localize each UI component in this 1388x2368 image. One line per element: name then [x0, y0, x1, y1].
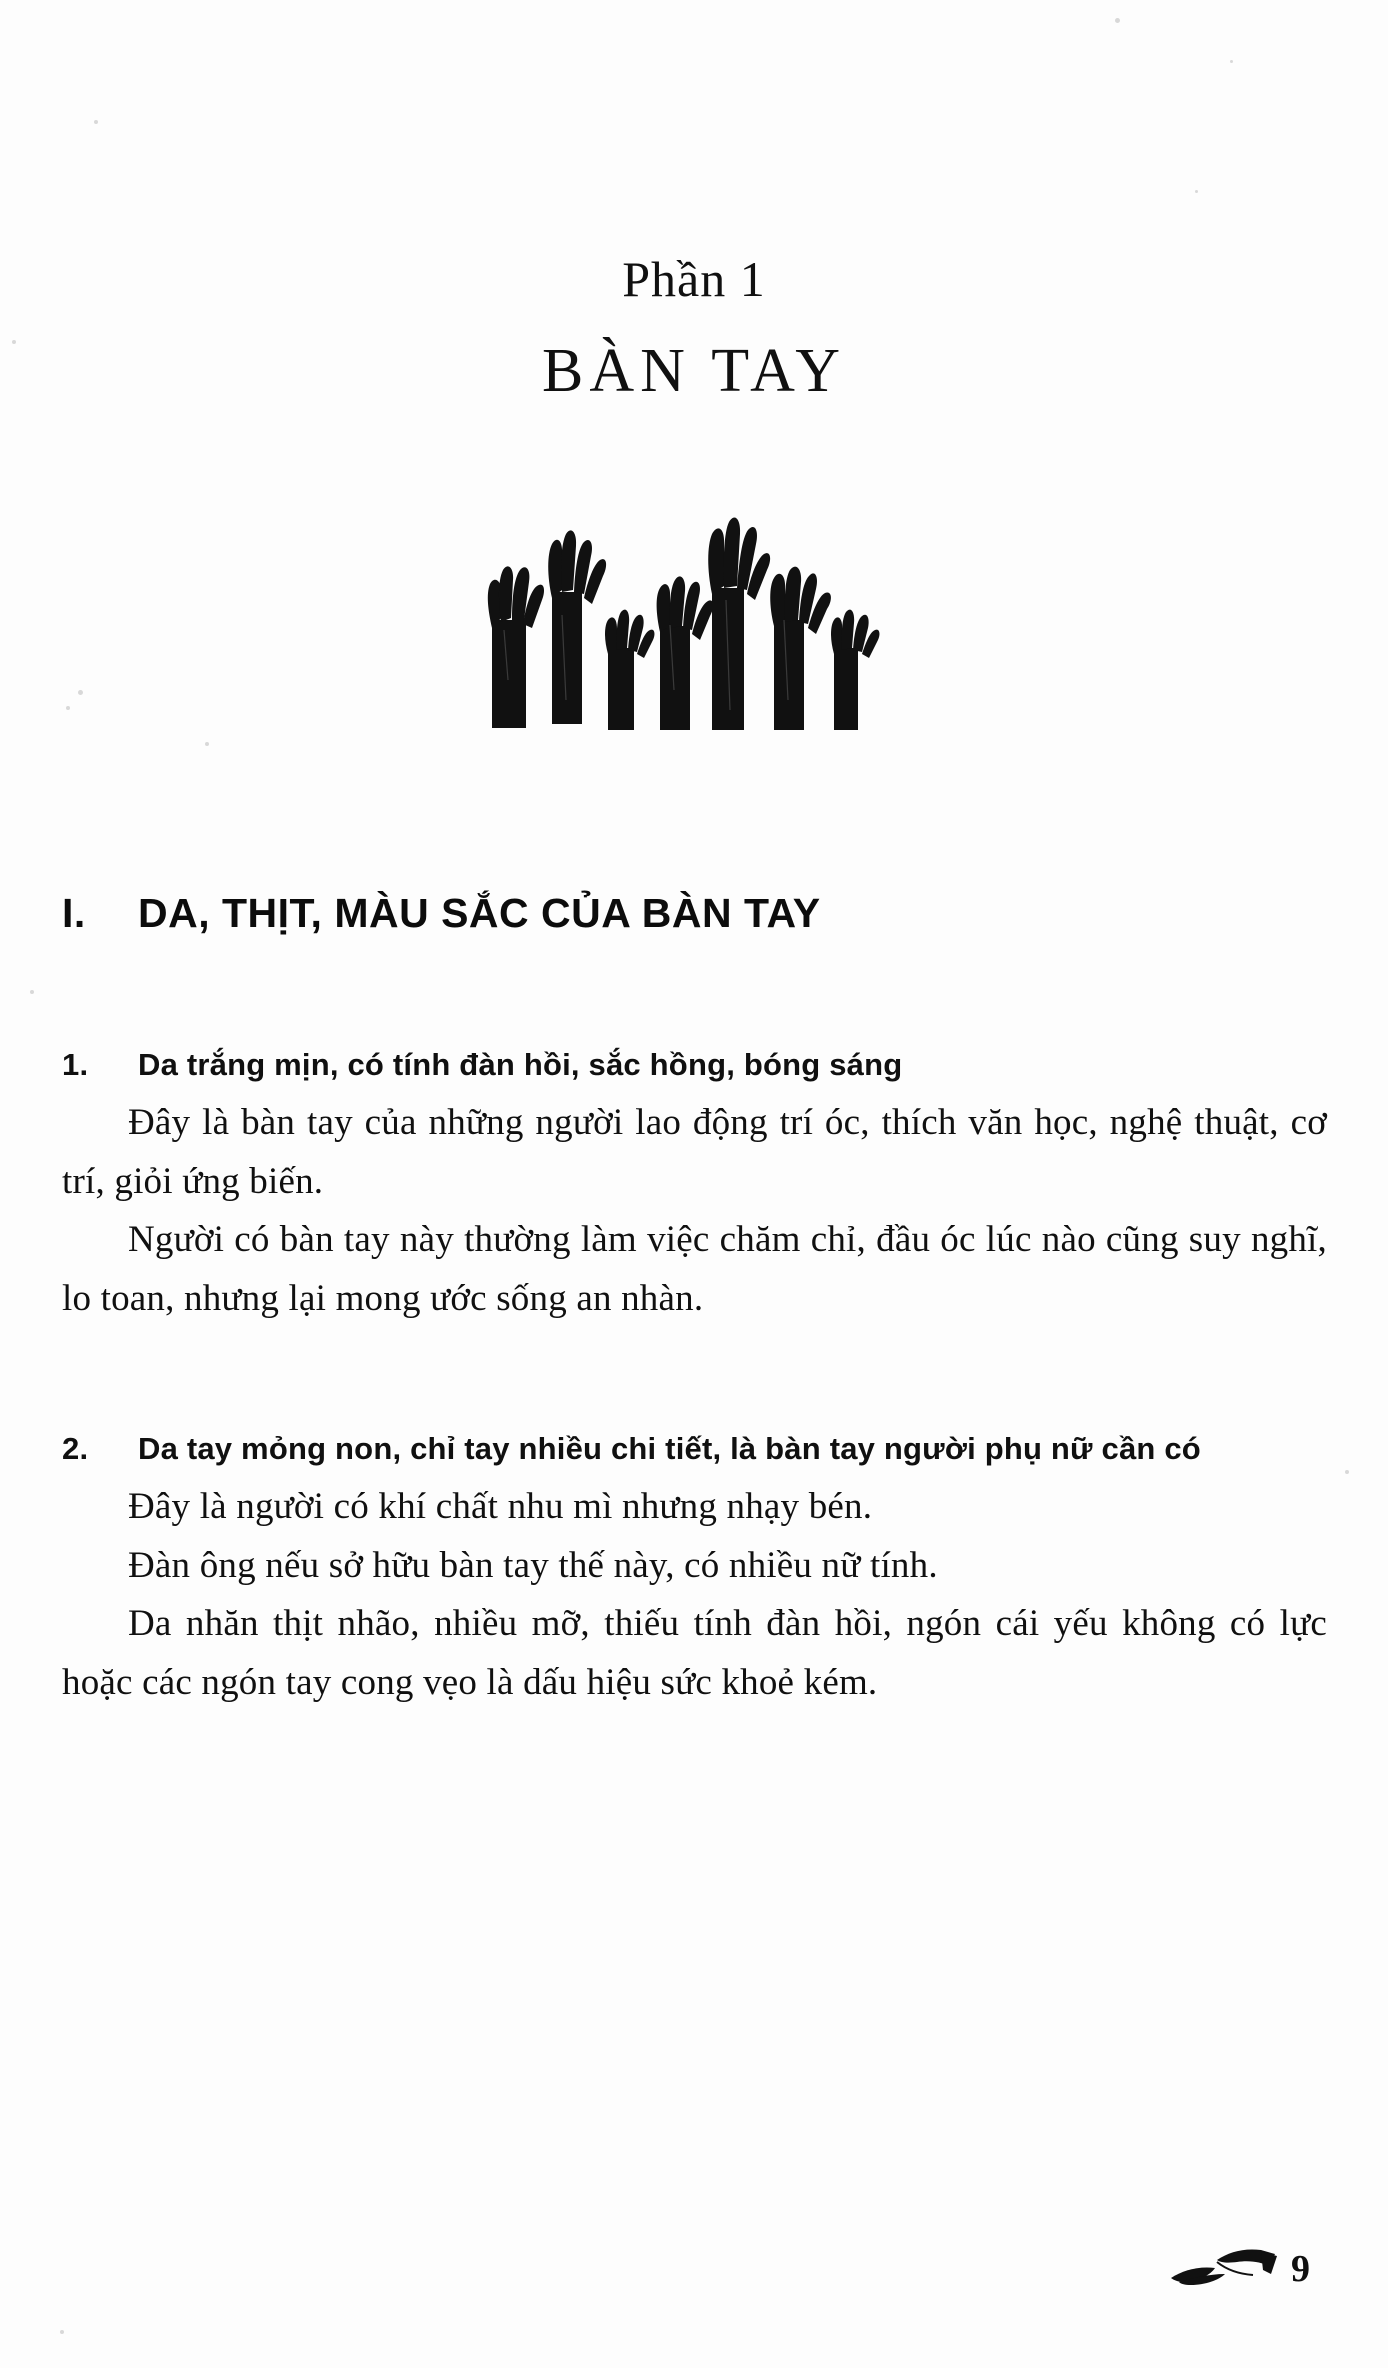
paragraph: Đàn ông nếu sở hữu bàn tay thế này, có nhiều nữ tính.: [128, 1544, 938, 1586]
part-title: BÀN TAY: [541, 337, 847, 405]
section-heading: [62, 890, 1332, 937]
paragraph: Đây là người có khí chất nhu mì nhưng nhạy bén.: [128, 1486, 873, 1528]
page-number: 9: [1291, 2248, 1310, 2290]
part-heading: [0, 250, 1388, 407]
page-footer: [1165, 2244, 1310, 2290]
item-title-text: Da tay mỏng non, chỉ tay nhiều chi tiết, là bàn tay người phụ nữ cần có: [138, 1431, 1201, 1467]
item-title: [62, 1040, 1327, 1090]
list-item: [62, 1424, 1327, 1712]
hand-ornament-icon: [1165, 2244, 1285, 2290]
paper-speck: [94, 120, 98, 124]
spacer: [62, 1380, 1327, 1424]
paragraph: Đây là bàn tay của những người lao động trí óc, thích văn học, nghệ thuật, cơ trí, giỏi ứng biến.: [62, 1102, 1327, 1202]
paper-speck: [1195, 190, 1198, 193]
raised-hands-illustration: [464, 510, 924, 730]
item-number: 2.: [62, 1431, 89, 1467]
part-label: Phần 1: [622, 251, 766, 307]
body-content: [62, 1040, 1327, 1764]
paper-speck: [205, 742, 209, 746]
item-title-text: Da trắng mịn, có tính đàn hồi, sắc hồng, bóng sáng: [138, 1047, 903, 1082]
paper-speck: [78, 690, 83, 695]
paragraph: Da nhăn thịt nhão, nhiều mỡ, thiếu tính đàn hồi, ngón cái yếu không có lực hoặc các ngón tay cong vẹo là dấu hiệu sức khoẻ kém.: [62, 1603, 1327, 1703]
paper-speck: [1345, 1470, 1349, 1474]
paragraph: Người có bàn tay này thường làm việc chăm chỉ, đầu óc lúc nào cũng suy nghĩ, lo toan, nhưng lại mong ước sống an nhàn.: [62, 1219, 1327, 1319]
paper-speck: [66, 706, 70, 710]
item-title: [62, 1424, 1327, 1474]
list-item: [62, 1040, 1327, 1328]
paper-speck: [30, 990, 34, 994]
item-number: 1.: [62, 1047, 89, 1082]
section-number: I.: [62, 890, 86, 936]
paper-speck: [1115, 18, 1120, 23]
paper-speck: [1230, 60, 1233, 63]
section-title: DA, THỊT, MÀU SẮC CỦA BÀN TAY: [138, 890, 821, 936]
paper-speck: [60, 2330, 64, 2334]
